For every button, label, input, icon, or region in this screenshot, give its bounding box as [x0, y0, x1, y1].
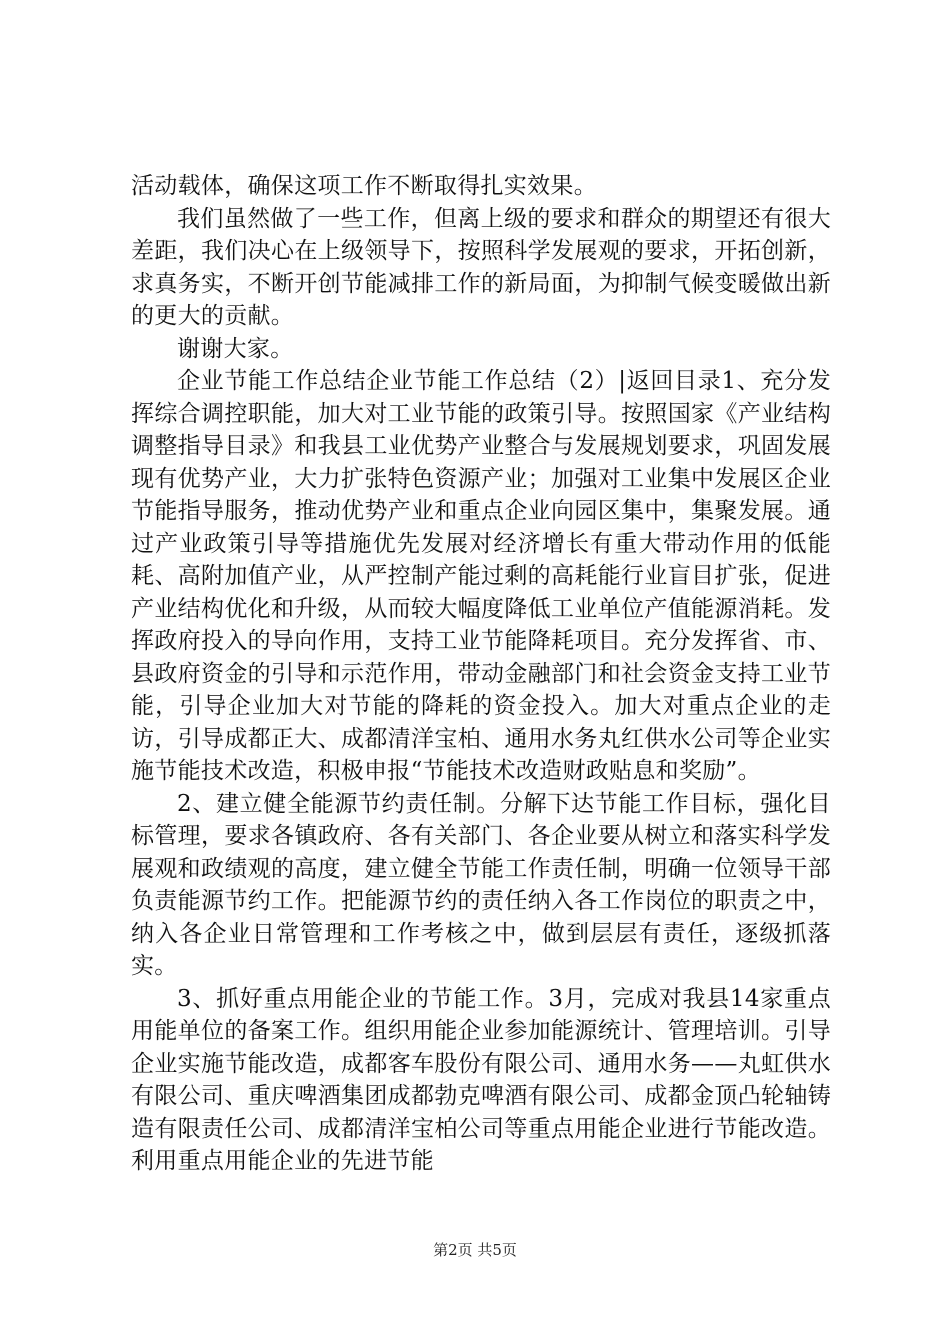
paragraph-thanks: 谢谢大家。	[177, 335, 294, 362]
page-total: 共5页	[477, 1241, 517, 1259]
paragraph-continuation: 活动载体，确保这项工作不断取得扎实效果。	[131, 173, 597, 199]
document-body	[131, 170, 831, 1178]
page-footer	[0, 1240, 950, 1260]
paragraph-section-1: 企业节能工作总结企业节能工作总结（2）|返回目录1、充分发挥综合调控职能，加大对工业节能的政策引导。按照国家《产业结构调整指导目录》和我县工业优势产业整合与发展规划要求，巩固发展现有优势产业，大力扩张特色资源产业；加强对工业集中发展区企业节能指导服务，推动优势产业和重点企业向园区集中，集聚发展。通过产业政策引导等措施优先发展对经济增长有重大带动作用的低能耗、高附加值产业，从严控制产能过剩的高耗能行业盲目扩张，促进产业结构优化和升级，从而较大幅度降低工业单位产值能源消耗。发挥政府投入的导向作用，支持工业节能降耗项目。充分发挥省、市、县政府资金的引导和示范作用，带动金融部门和社会资金支持工业节能，引导企业加大对节能的降耗的资金投入。加大对重点企业的走访，引导成都正大、成都清洋宝柏、通用水务丸红供水公司等企业实施节能技术改造，积极申报“节能技术改造财政贴息和奖励”。	[131, 368, 831, 784]
page-number: 第2页	[433, 1241, 473, 1259]
paragraph-conclusion: 我们虽然做了一些工作，但离上级的要求和群众的期望还有很大差距，我们决心在上级领导下，按照科学发展观的要求，开拓创新，求真务实，不断开创节能减排工作的新局面，为抑制气候变暖做出新的更大的贡献。	[131, 205, 831, 329]
paragraph-section-3: 3、抓好重点用能企业的节能工作。3月，完成对我县14家重点用能单位的备案工作。组织用能企业参加能源统计、管理培训。引导企业实施节能改造，成都客车股份有限公司、通用水务——丸虹供水有限公司、重庆啤酒集团成都勃克啤酒有限公司、成都金顶凸轮轴铸造有限责任公司、成都清洋宝柏公司等重点用能企业进行节能改造。利用重点用能企业的先进节能	[131, 985, 831, 1174]
paragraph-section-2: 2、建立健全能源节约责任制。分解下达节能工作目标，强化目标管理，要求各镇政府、各有关部门、各企业要从树立和落实科学发展观和政绩观的高度，建立健全节能工作责任制，明确一位领导干部负责能源节约工作。把能源节约的责任纳入各工作岗位的职责之中，纳入各企业日常管理和工作考核之中，做到层层有责任，逐级抓落实。	[131, 790, 831, 979]
